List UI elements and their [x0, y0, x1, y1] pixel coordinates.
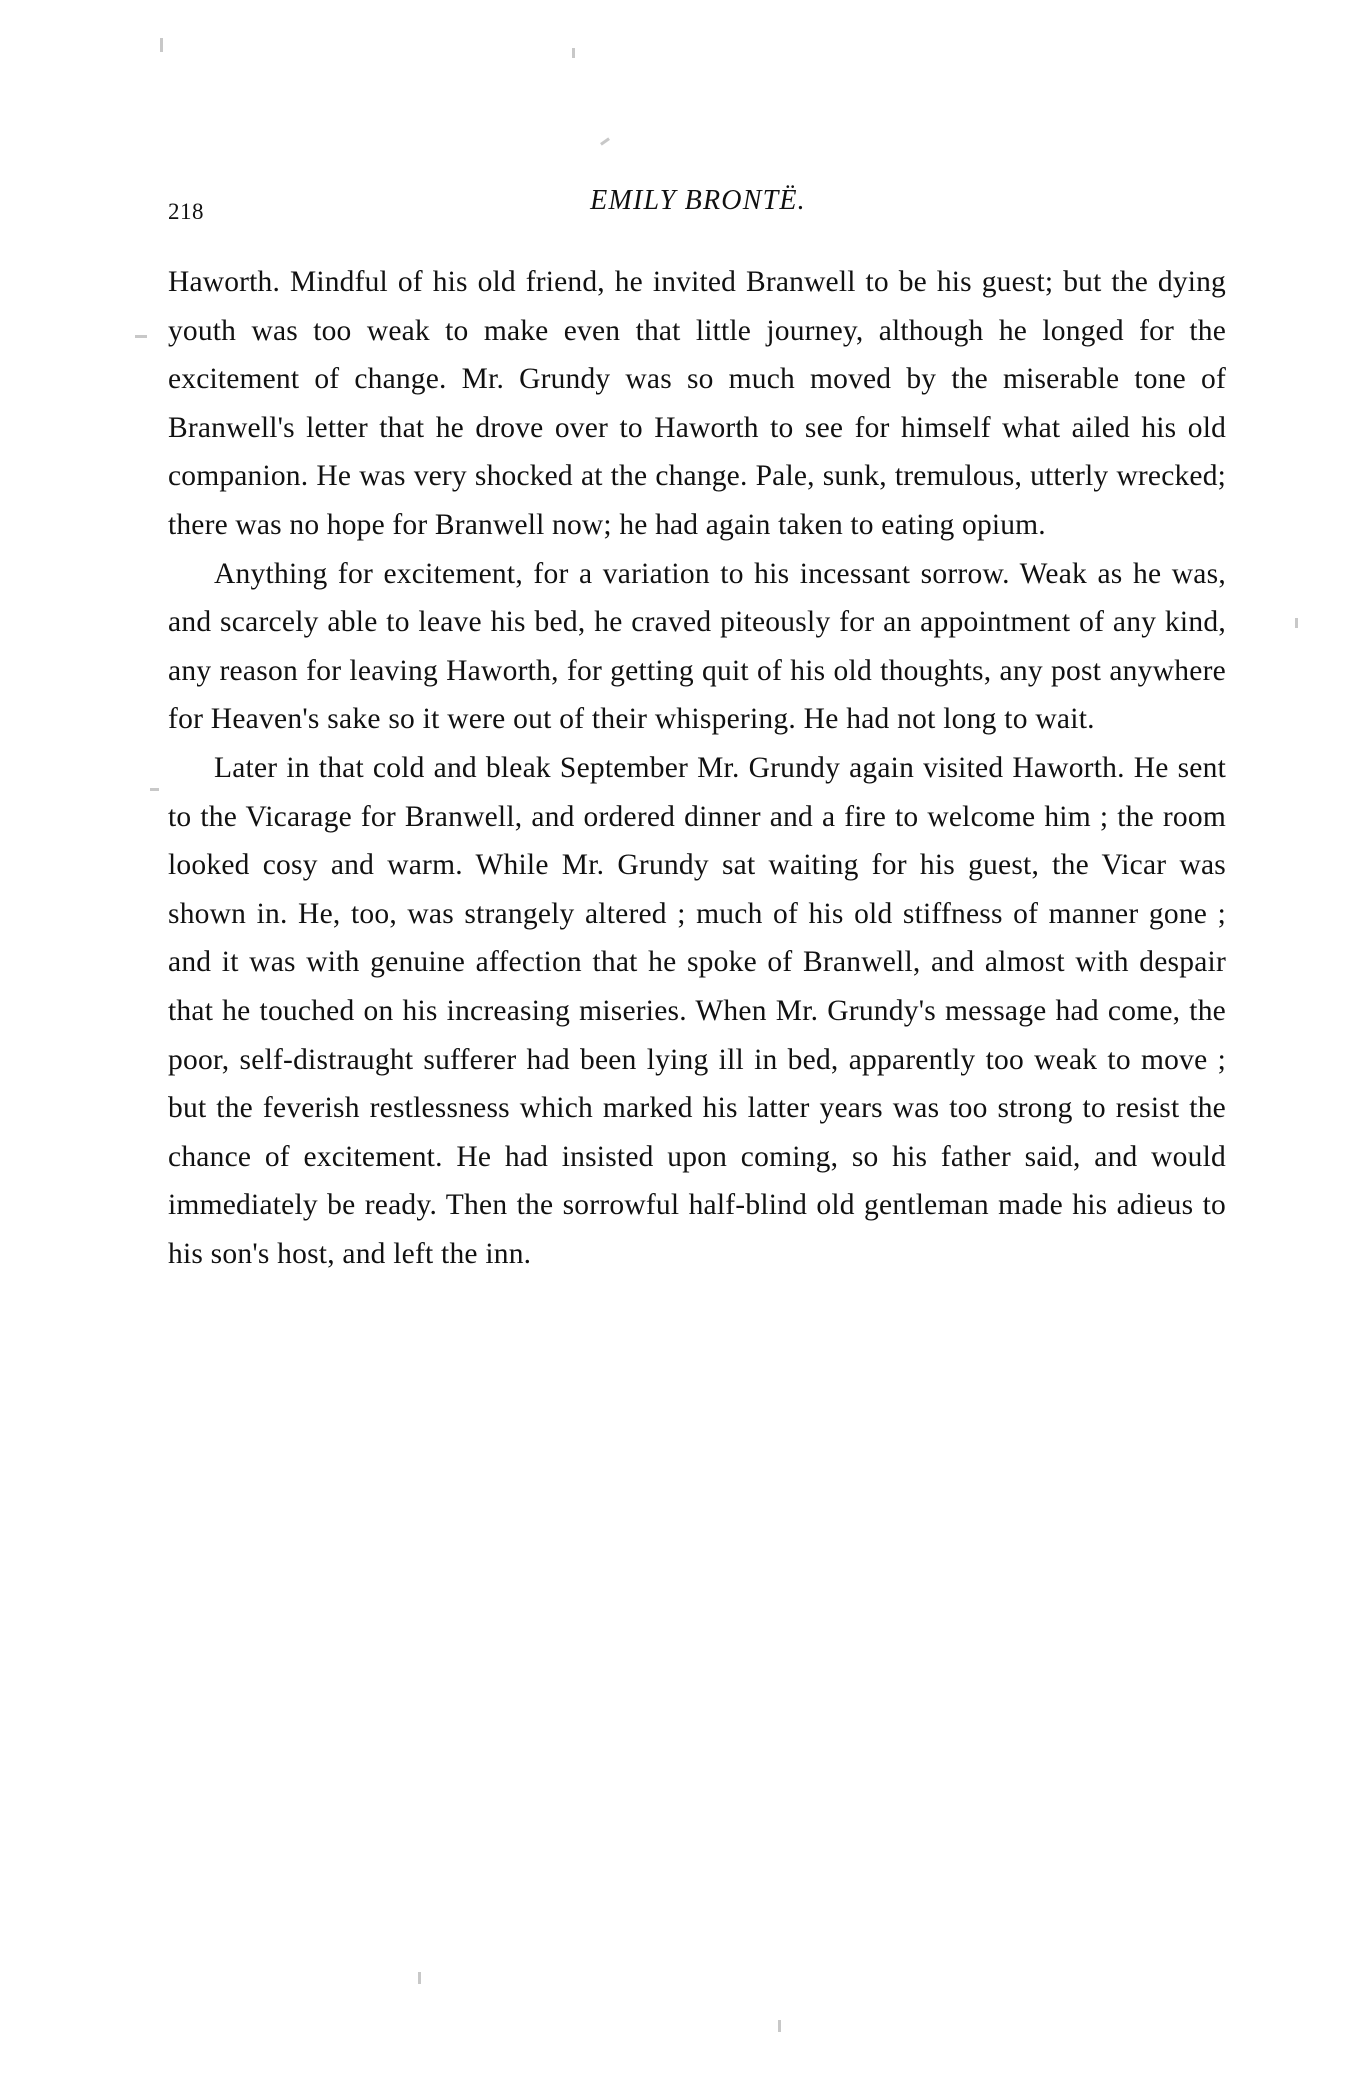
running-head: EMILY BRONTË. — [590, 185, 806, 216]
scan-artifact-mark — [572, 48, 575, 58]
scan-artifact-mark — [160, 38, 163, 52]
page-header — [168, 185, 1228, 227]
paragraph: Haworth. Mindful of his old friend, he invited Branwell to be his guest; but the dying youth was too weak to make even that little journey, although he longed for the excitement of change. Mr. Grundy was so much moved by the miserable tone of Branwell's letter that he drove over to Haworth to see for himself what ailed his old companion. He was very shocked at the change. Pale, sunk, tremulous, utterly wrecked; there was no hope for Branwell now; he had again taken to eating opium. — [168, 266, 1226, 541]
scan-artifact-mark — [1295, 618, 1298, 628]
scan-artifact-mark — [135, 335, 147, 338]
page-body — [168, 258, 1226, 1278]
scan-artifact-mark — [418, 1972, 421, 1984]
scan-artifact-mark — [150, 788, 159, 791]
scan-artifact-mark — [600, 137, 610, 145]
paragraph: Anything for excitement, for a variation to his incessant sorrow. Weak as he was, and scarcely able to leave his bed, he craved piteously for an appointment of any kind, any reason for leaving Haworth, for getting quit of his old thoughts, any post anywhere for Heaven's sake so it were out of their whispering. He had not long to wait. — [168, 557, 1226, 736]
scan-artifact-mark — [778, 2020, 781, 2032]
page-number: 218 — [168, 199, 204, 224]
paragraph: Later in that cold and bleak September Mr. Grundy again visited Haworth. He sent to the Vicarage for Branwell, and ordered dinner and a fire to welcome him ; the room looked cosy and warm. While Mr. Grundy sat waiting for his guest, the Vicar was shown in. He, too, was strangely altered ; much of his old stiffness of manner gone ; and it was with genuine affection that he spoke of Branwell, and almost with despair that he touched on his increasing miseries. When Mr. Grundy's message had come, the poor, self-distraught sufferer had been lying ill in bed, apparently too weak to move ; but the feverish restlessness which marked his latter years was too strong to resist the chance of excitement. He had insisted upon coming, so his father said, and would immediately be ready. Then the sorrowful half-blind old gentleman made his adieus to his son's host, and left the inn. — [168, 751, 1226, 1270]
